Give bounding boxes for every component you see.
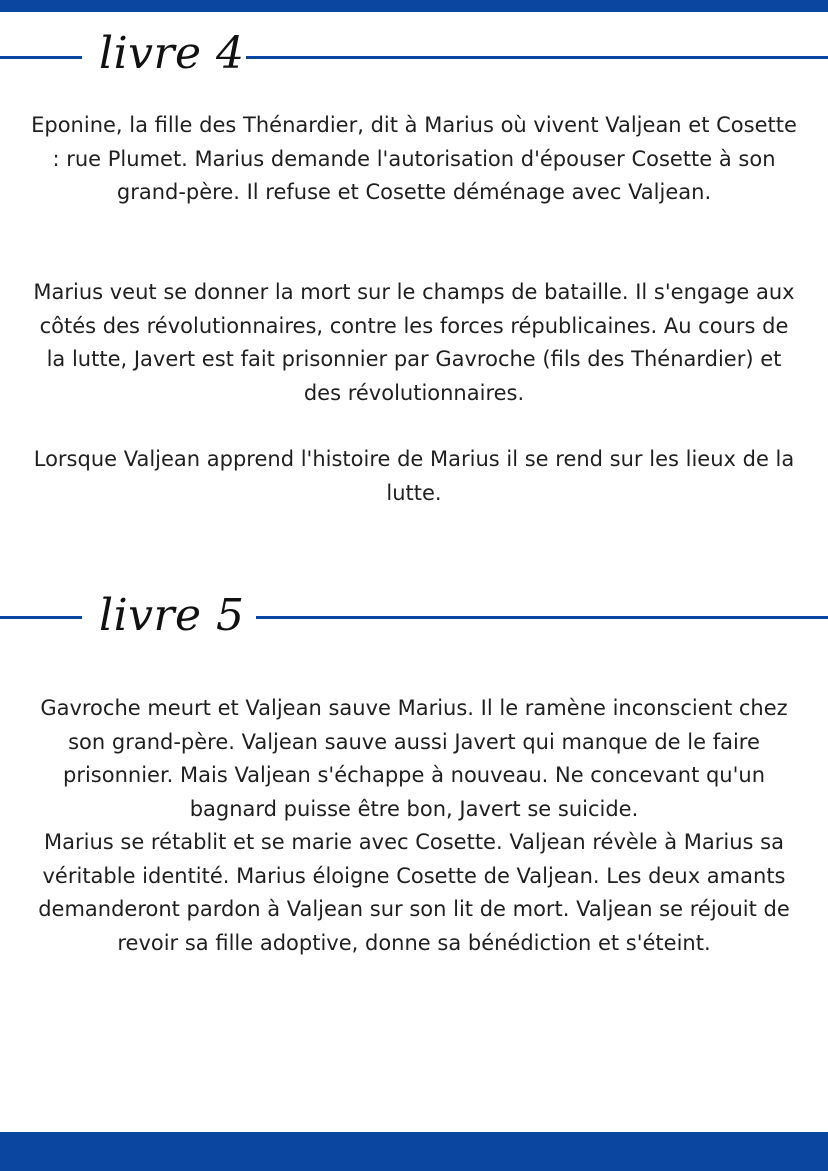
section-title: livre 4	[99, 28, 245, 79]
paragraph-valjean-apprend: Lorsque Valjean apprend l'histoire de Marius il se rend sur les lieux de la lutte.	[33, 447, 795, 505]
top-color-band	[0, 0, 828, 12]
section-heading-livre-5	[0, 586, 828, 646]
heading-rule-left	[0, 616, 82, 619]
paragraph-marius-barricade: Marius veut se donner la mort sur le champs de bataille. Il s'engage aux côtés des révolutionnaires, contre les forces républicaines. Au cours de la lutte, Javert est fait prisonnier par Gavroche (fils des Thénardier) et des révolutionnaires.	[33, 280, 795, 405]
heading-rule-right	[256, 616, 828, 619]
heading-rule-right	[246, 56, 828, 59]
paragraph-gavroche-denouement: Gavroche meurt et Valjean sauve Marius. Il le ramène inconscient chez son grand-père. Valjean sauve aussi Javert qui manque de le faire prisonnier. Mais Valjean s'échappe à nouveau. Ne concevant qu'un bagnard puisse être bon, Javert se suicide. Marius se rétablit et se marie avec Cosette. Valjean révèle à Marius sa véritable identité. Marius éloigne Cosette de Valjean. Les deux amants demanderont pardon à Valjean sur son lit de mort. Valjean se réjouit de revoir sa fille adoptive, donne sa bénédiction et s'éteint.	[38, 696, 790, 955]
bottom-color-band	[0, 1132, 828, 1171]
paragraph-eponine: Eponine, la fille des Thénardier, dit à Marius où vivent Valjean et Cosette : rue Plumet. Marius demande l'autorisation d'épouser Cosette à son grand-père. Il refuse et Cosette déménage avec Valjean.	[31, 113, 797, 204]
section-heading-livre-4	[0, 24, 828, 84]
section-title: livre 5	[99, 590, 245, 641]
heading-rule-left	[0, 56, 82, 59]
